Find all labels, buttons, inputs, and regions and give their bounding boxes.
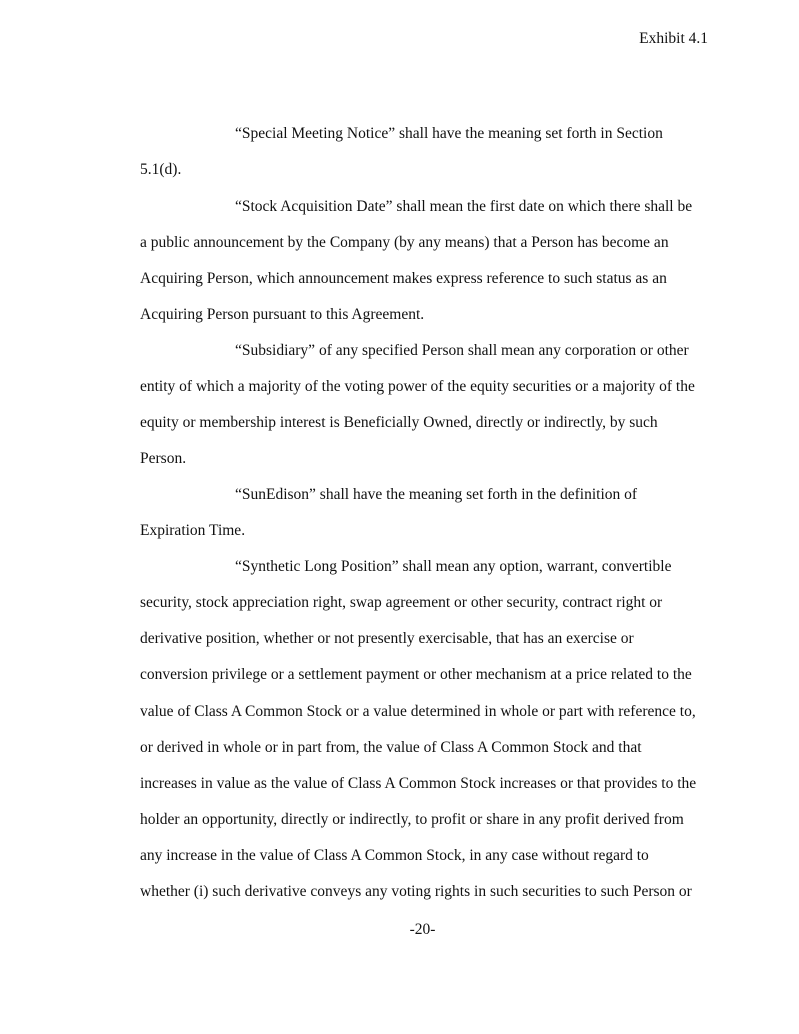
text-line: conversion privilege or a settlement payment or other mechanism at a price related to the: [140, 666, 692, 683]
text-line: any increase in the value of Class A Common Stock, in any case without regard to: [140, 847, 649, 864]
text-line: equity or membership interest is Beneficially Owned, directly or indirectly, by such: [140, 414, 658, 431]
text-line: 5.1(d).: [140, 161, 182, 178]
text-line: “SunEdison” shall have the meaning set forth in the definition of: [235, 486, 638, 503]
text-line: derivative position, whether or not presently exercisable, that has an exercise or: [140, 630, 634, 647]
text-line: Expiration Time.: [140, 522, 246, 539]
text-line: a public announcement by the Company (by any means) that a Person has become an: [140, 234, 669, 251]
text-line: holder an opportunity, directly or indirectly, to profit or share in any profit derived from: [140, 811, 684, 828]
text-line: “Stock Acquisition Date” shall mean the first date on which there shall be: [235, 198, 693, 215]
text-line: “Special Meeting Notice” shall have the meaning set forth in Section: [235, 125, 663, 142]
text-line: “Synthetic Long Position” shall mean any option, warrant, convertible: [235, 558, 672, 575]
text-line: or derived in whole or in part from, the value of Class A Common Stock and that: [140, 739, 642, 756]
text-line: Acquiring Person pursuant to this Agreement.: [140, 306, 425, 323]
page-number: -20-: [409, 921, 436, 938]
exhibit-label: Exhibit 4.1: [639, 30, 708, 47]
text-line: increases in value as the value of Class A Common Stock increases or that provides to the: [140, 775, 697, 792]
text-line: security, stock appreciation right, swap agreement or other security, contract right or: [140, 594, 663, 611]
text-line: entity of which a majority of the voting power of the equity securities or a majority of the: [140, 378, 695, 395]
text-line: Person.: [140, 450, 187, 467]
text-line: value of Class A Common Stock or a value determined in whole or part with reference to,: [140, 703, 696, 720]
text-line: whether (i) such derivative conveys any voting rights in such securities to such Person or: [140, 883, 692, 900]
text-line: “Subsidiary” of any specified Person shall mean any corporation or other: [235, 342, 689, 359]
text-line: Acquiring Person, which announcement makes express reference to such status as an: [140, 270, 667, 287]
